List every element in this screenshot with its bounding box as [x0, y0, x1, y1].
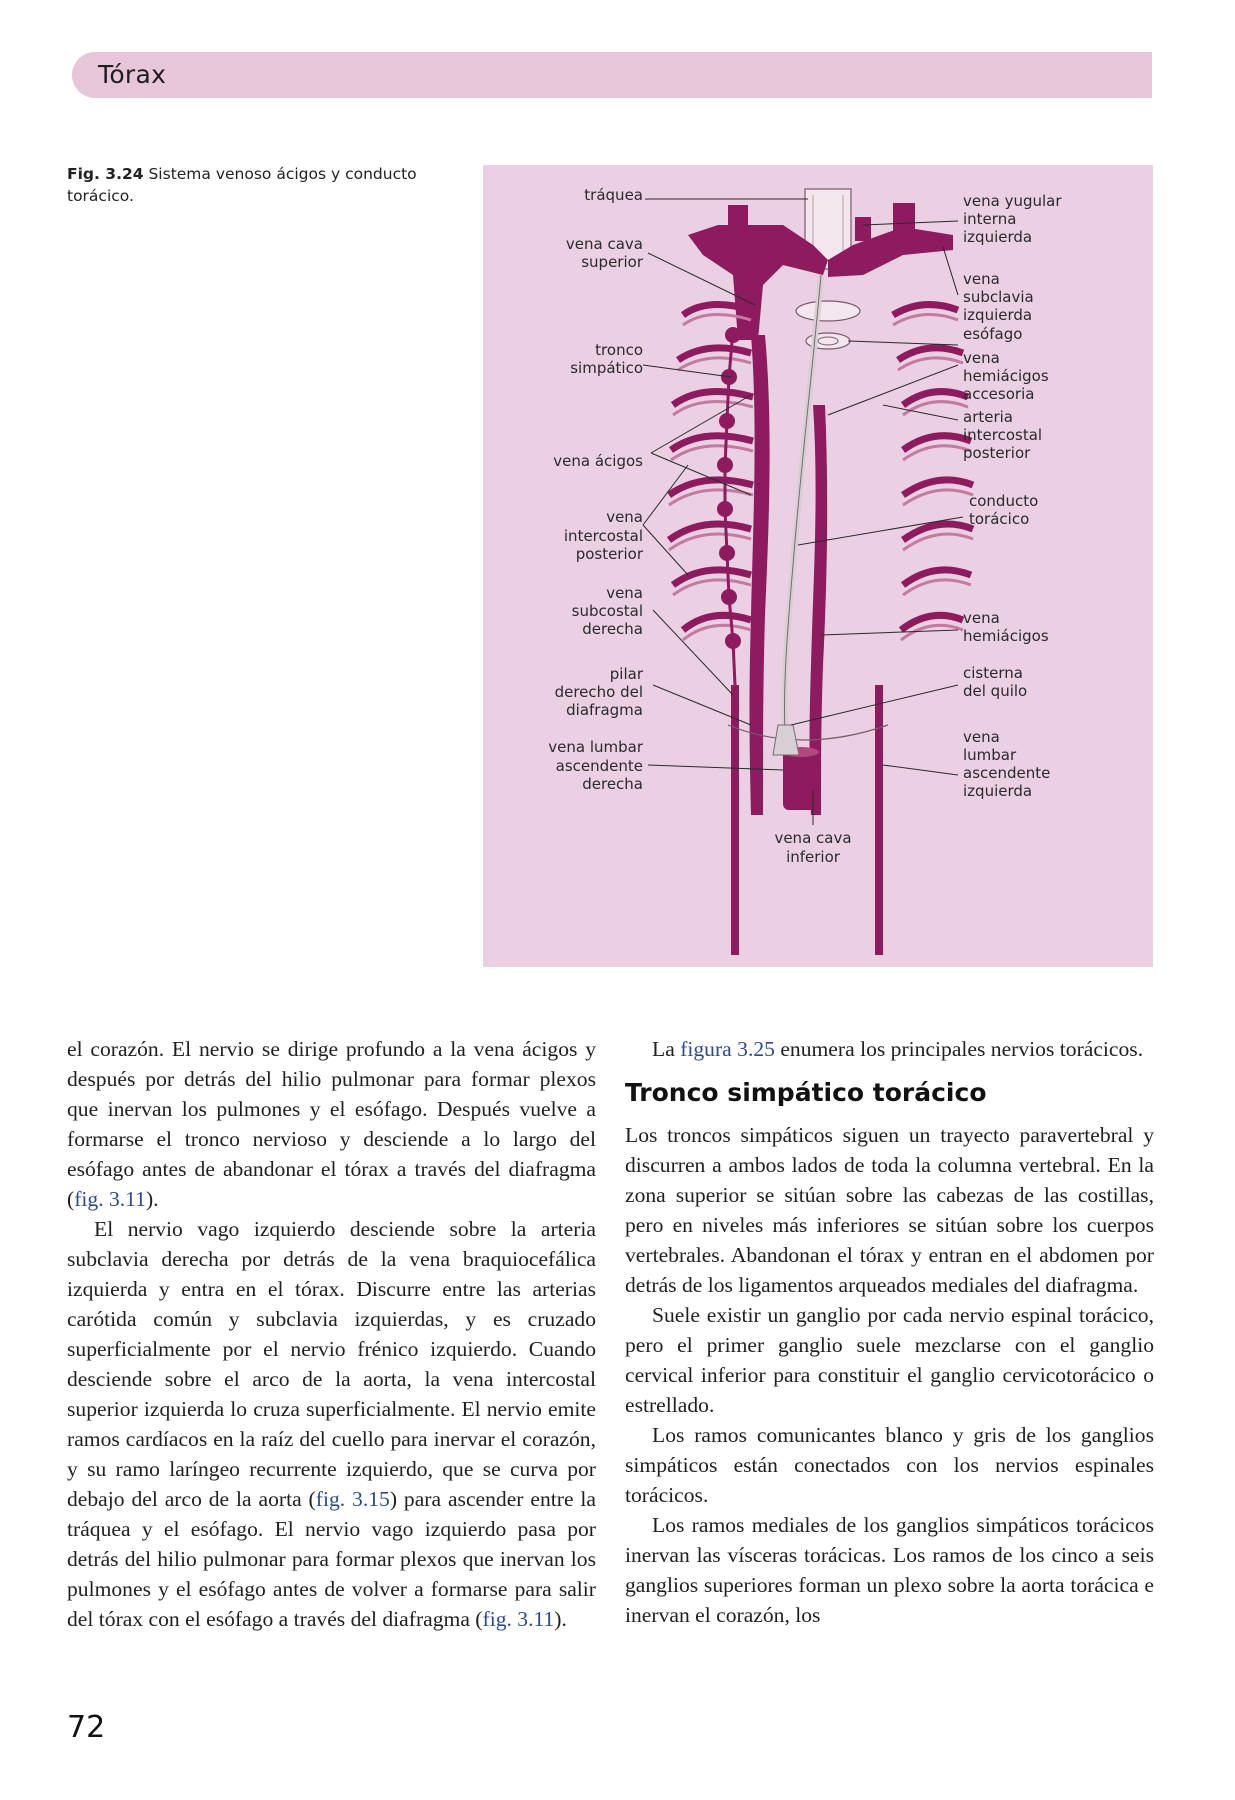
right-paragraph-2: Los troncos simpáticos siguen un trayecto paravertebral y discurren a ambos lados de toda la columna vertebral. En la zona superior se sitúan sobre las cabezas de las costillas, pero en niveles más inferiores se sitúan sobre los cuerpos vertebrales. Abandonan el tórax y entran en el abdomen por detrás de los ligamentos arqueados mediales del diafragma.: [625, 1123, 1154, 1297]
label-vena-yugular-1: vena yugular: [963, 192, 1062, 210]
label-vena-subcostal-derecha-1: vena: [606, 584, 643, 602]
leader-lines-group: [643, 199, 963, 825]
label-vena-intercostal-posterior-2: intercostal: [563, 527, 643, 545]
label-vena-subclavia-1: vena: [963, 270, 1000, 288]
label-cisterna-2: del quilo: [963, 682, 1028, 700]
label-pilar-3: diafragma: [566, 701, 643, 719]
right-paragraph-3: Suele existir un ganglio por cada nervio espinal torácico, pero el primer ganglio suele mezclarse con el ganglio cervical inferior para constituir el ganglio cervicotorácico o estrellado.: [625, 1303, 1154, 1417]
page-number: 72: [67, 1710, 106, 1745]
label-conducto-toracico-2: torácico: [969, 510, 1030, 528]
label-vena-lumbar-izquierda-4: izquierda: [963, 782, 1033, 800]
label-vena-subcostal-derecha-2: subcostal: [571, 602, 643, 620]
label-vena-lumbar-ascendente-derecha-1: vena lumbar: [548, 738, 643, 756]
figure-reference-link[interactable]: figura 3.25: [680, 1037, 775, 1061]
label-pilar-2: derecho del: [554, 683, 643, 701]
label-vena-acigos: vena ácigos: [553, 452, 643, 470]
right-paragraph-5: Los ramos mediales de los ganglios simpáticos torácicos inervan las vísceras torácicas. Los ramos de los cinco a seis ganglios superiores forman un plexo sobre la aorta torácica e inervan el corazón, los: [625, 1513, 1154, 1627]
label-vena-subcostal-derecha-3: derecha: [582, 620, 643, 638]
figure-number: Fig. 3.24: [67, 165, 144, 183]
figure-reference-link[interactable]: fig. 3.11: [482, 1607, 555, 1631]
azygos-figure: [483, 165, 1153, 967]
label-conducto-toracico-1: conducto: [969, 492, 1039, 510]
label-vena-yugular-2: interna: [963, 210, 1017, 228]
cisterna-chyli-shape: [773, 725, 799, 755]
label-vena-lumbar-izquierda-3: ascendente: [963, 764, 1051, 782]
right-paragraph-4: Los ramos comunicantes blanco y gris de los ganglios simpáticos están conectados con los nervios espinales torácicos.: [625, 1423, 1154, 1507]
label-vena-cava-superior-1: vena cava: [565, 235, 643, 253]
label-vena-yugular-3: izquierda: [963, 228, 1033, 246]
label-vena-subclavia-3: izquierda: [963, 306, 1033, 324]
right-ascending-lumbar-shape: [731, 685, 739, 955]
label-tronco-simpatico-1: tronco: [595, 341, 643, 359]
figure-reference-link[interactable]: fig. 3.15: [315, 1487, 390, 1511]
label-hemiacigos-accesoria-2: hemiácigos: [963, 367, 1049, 385]
label-cisterna-1: cisterna: [963, 664, 1023, 682]
right-text-column: [625, 1034, 1154, 1630]
figure-reference-link[interactable]: fig. 3.11: [74, 1187, 146, 1211]
label-traquea: tráquea: [584, 186, 643, 204]
label-arteria-intercostal-1: arteria: [963, 408, 1013, 426]
label-vena-intercostal-posterior-1: vena: [606, 508, 643, 526]
label-vena-lumbar-izquierda-2: lumbar: [963, 746, 1017, 764]
left-paragraph-2: El nervio vago izquierdo desciende sobre la arteria subclavia derecha por detrás de la vena braquiocefálica izquierda y entra en el tórax. Discurre entre las arterias carótida común y subclavia izquierdas, y es cruzado superficialmente por el nervio frénico izquierdo. Cuando desciende sobre el arco de la aorta, la vena intercostal superior izquierda lo cruza superficialmente. El nervio emite ramos cardíacos en la raíz del cuello para inervar el corazón, y su ramo laríngeo recurrente izquierdo, que se curva por debajo del arco de la aorta (fig. 3.15) para ascender entre la tráquea y el esófago. El nervio vago izquierdo pasa por detrás del hilio pulmonar para formar plexos que inervan los pulmones y el esófago antes de volver a formarse para salir del tórax con el esófago a través del diafragma (fig. 3.11).: [67, 1217, 596, 1631]
label-vena-lumbar-ascendente-derecha-2: ascendente: [555, 757, 643, 775]
label-vena-subclavia-2: subclavia: [963, 288, 1034, 306]
chapter-header-bar: [72, 52, 1152, 98]
left-ascending-lumbar-shape: [875, 685, 883, 955]
label-vena-intercostal-posterior-3: posterior: [575, 545, 643, 563]
label-tronco-simpatico-2: simpático: [570, 359, 643, 377]
figure-caption: [67, 163, 427, 207]
label-vena-cava-superior-2: superior: [581, 253, 643, 271]
label-esofago: esófago: [963, 325, 1023, 343]
chapter-title: Tórax: [98, 60, 167, 89]
label-vena-lumbar-ascendente-derecha-3: derecha: [582, 775, 643, 793]
azygos-illustration: [483, 165, 1153, 967]
label-vena-cava-inferior-1: vena cava: [774, 829, 852, 847]
left-text-column: [67, 1034, 596, 1634]
figure-caption-text: Sistema venoso ácigos y conducto torácico.: [67, 165, 417, 205]
right-paragraph-1: La figura 3.25 enumera los principales nervios torácicos.: [652, 1037, 1144, 1061]
label-arteria-intercostal-3: posterior: [963, 444, 1031, 462]
label-vena-cava-inferior-2: inferior: [786, 848, 840, 866]
label-hemiacigos-accesoria-3: accesoria: [963, 385, 1035, 403]
label-arteria-intercostal-2: intercostal: [963, 426, 1043, 444]
left-paragraph-1: el corazón. El nervio se dirige profundo a la vena ácigos y después por detrás del hilio pulmonar para formar plexos que inervan los pulmones y el esófago. Después vuelve a formarse el tronco nervioso y desciende a lo largo del esófago antes de abandonar el tórax a través del diafragma (fig. 3.11).: [67, 1037, 596, 1211]
inferior-vena-cava-shape: [783, 750, 819, 810]
label-vena-lumbar-izquierda-1: vena: [963, 728, 1000, 746]
label-pilar-1: pilar: [609, 665, 643, 683]
section-heading: Tronco simpático torácico: [625, 1078, 987, 1107]
label-hemiacigos-accesoria-1: vena: [963, 349, 1000, 367]
label-vena-hemiacigos-1: vena: [963, 609, 1000, 627]
label-vena-hemiacigos-2: hemiácigos: [963, 627, 1049, 645]
